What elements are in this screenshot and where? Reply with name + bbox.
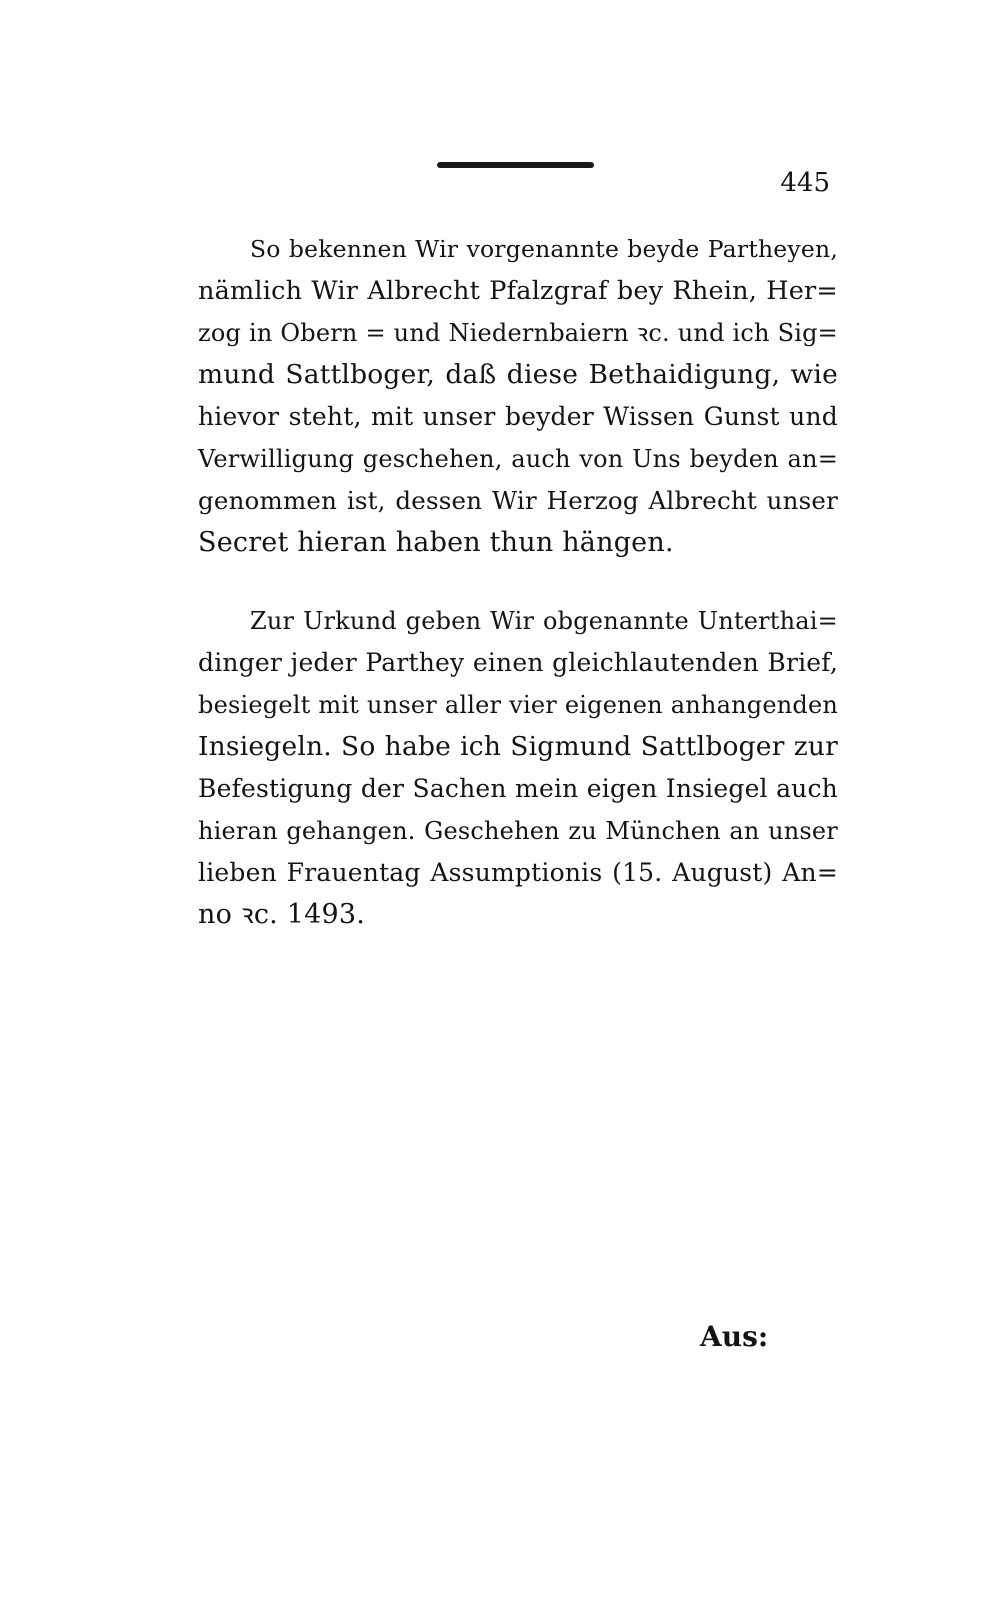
text-line: nämlich Wir Albrecht Pfalzgraf bey Rhein, Her= xyxy=(198,276,838,306)
text-line: hievor steht, mit unser beyder Wissen Gunst und xyxy=(198,402,838,431)
text-line: besiegelt mit unser aller vier eigenen anhangenden xyxy=(198,691,838,719)
text-line: lieben Frauentag Assumptionis (15. August) An= xyxy=(198,858,838,887)
paragraph-1 xyxy=(198,228,838,564)
paragraph-2 xyxy=(198,600,838,936)
text-line: genommen ist, dessen Wir Herzog Albrecht unser xyxy=(198,486,838,515)
text-line: no ꝛc. 1493. xyxy=(198,899,366,930)
text-line: hieran gehangen. Geschehen zu München an unser xyxy=(198,817,838,845)
catchword: Aus: xyxy=(700,1320,769,1353)
text-line: Zur Urkund geben Wir obgenannte Unterthai= xyxy=(250,607,838,635)
text-line: zog in Obern = und Niedernbaiern ꝛc. und ich Sig= xyxy=(198,319,838,347)
text-line: mund Sattlboger, daß diese Bethaidigung, wie xyxy=(198,359,838,390)
page-number: 445 xyxy=(780,168,830,198)
text-line: dinger jeder Parthey einen gleichlautenden Brief, xyxy=(198,648,838,677)
text-line: Befestigung der Sachen mein eigen Insiegel auch xyxy=(198,774,838,803)
text-line: Verwilligung geschehen, auch von Uns beyden an= xyxy=(198,445,838,473)
text-line: Secret hieran haben thun hängen. xyxy=(198,527,674,558)
header-rule xyxy=(437,162,594,168)
text-line: So bekennen Wir vorgenannte beyde Partheyen, xyxy=(250,235,838,263)
text-line: Insiegeln. So habe ich Sigmund Sattlboger zur xyxy=(198,731,838,762)
